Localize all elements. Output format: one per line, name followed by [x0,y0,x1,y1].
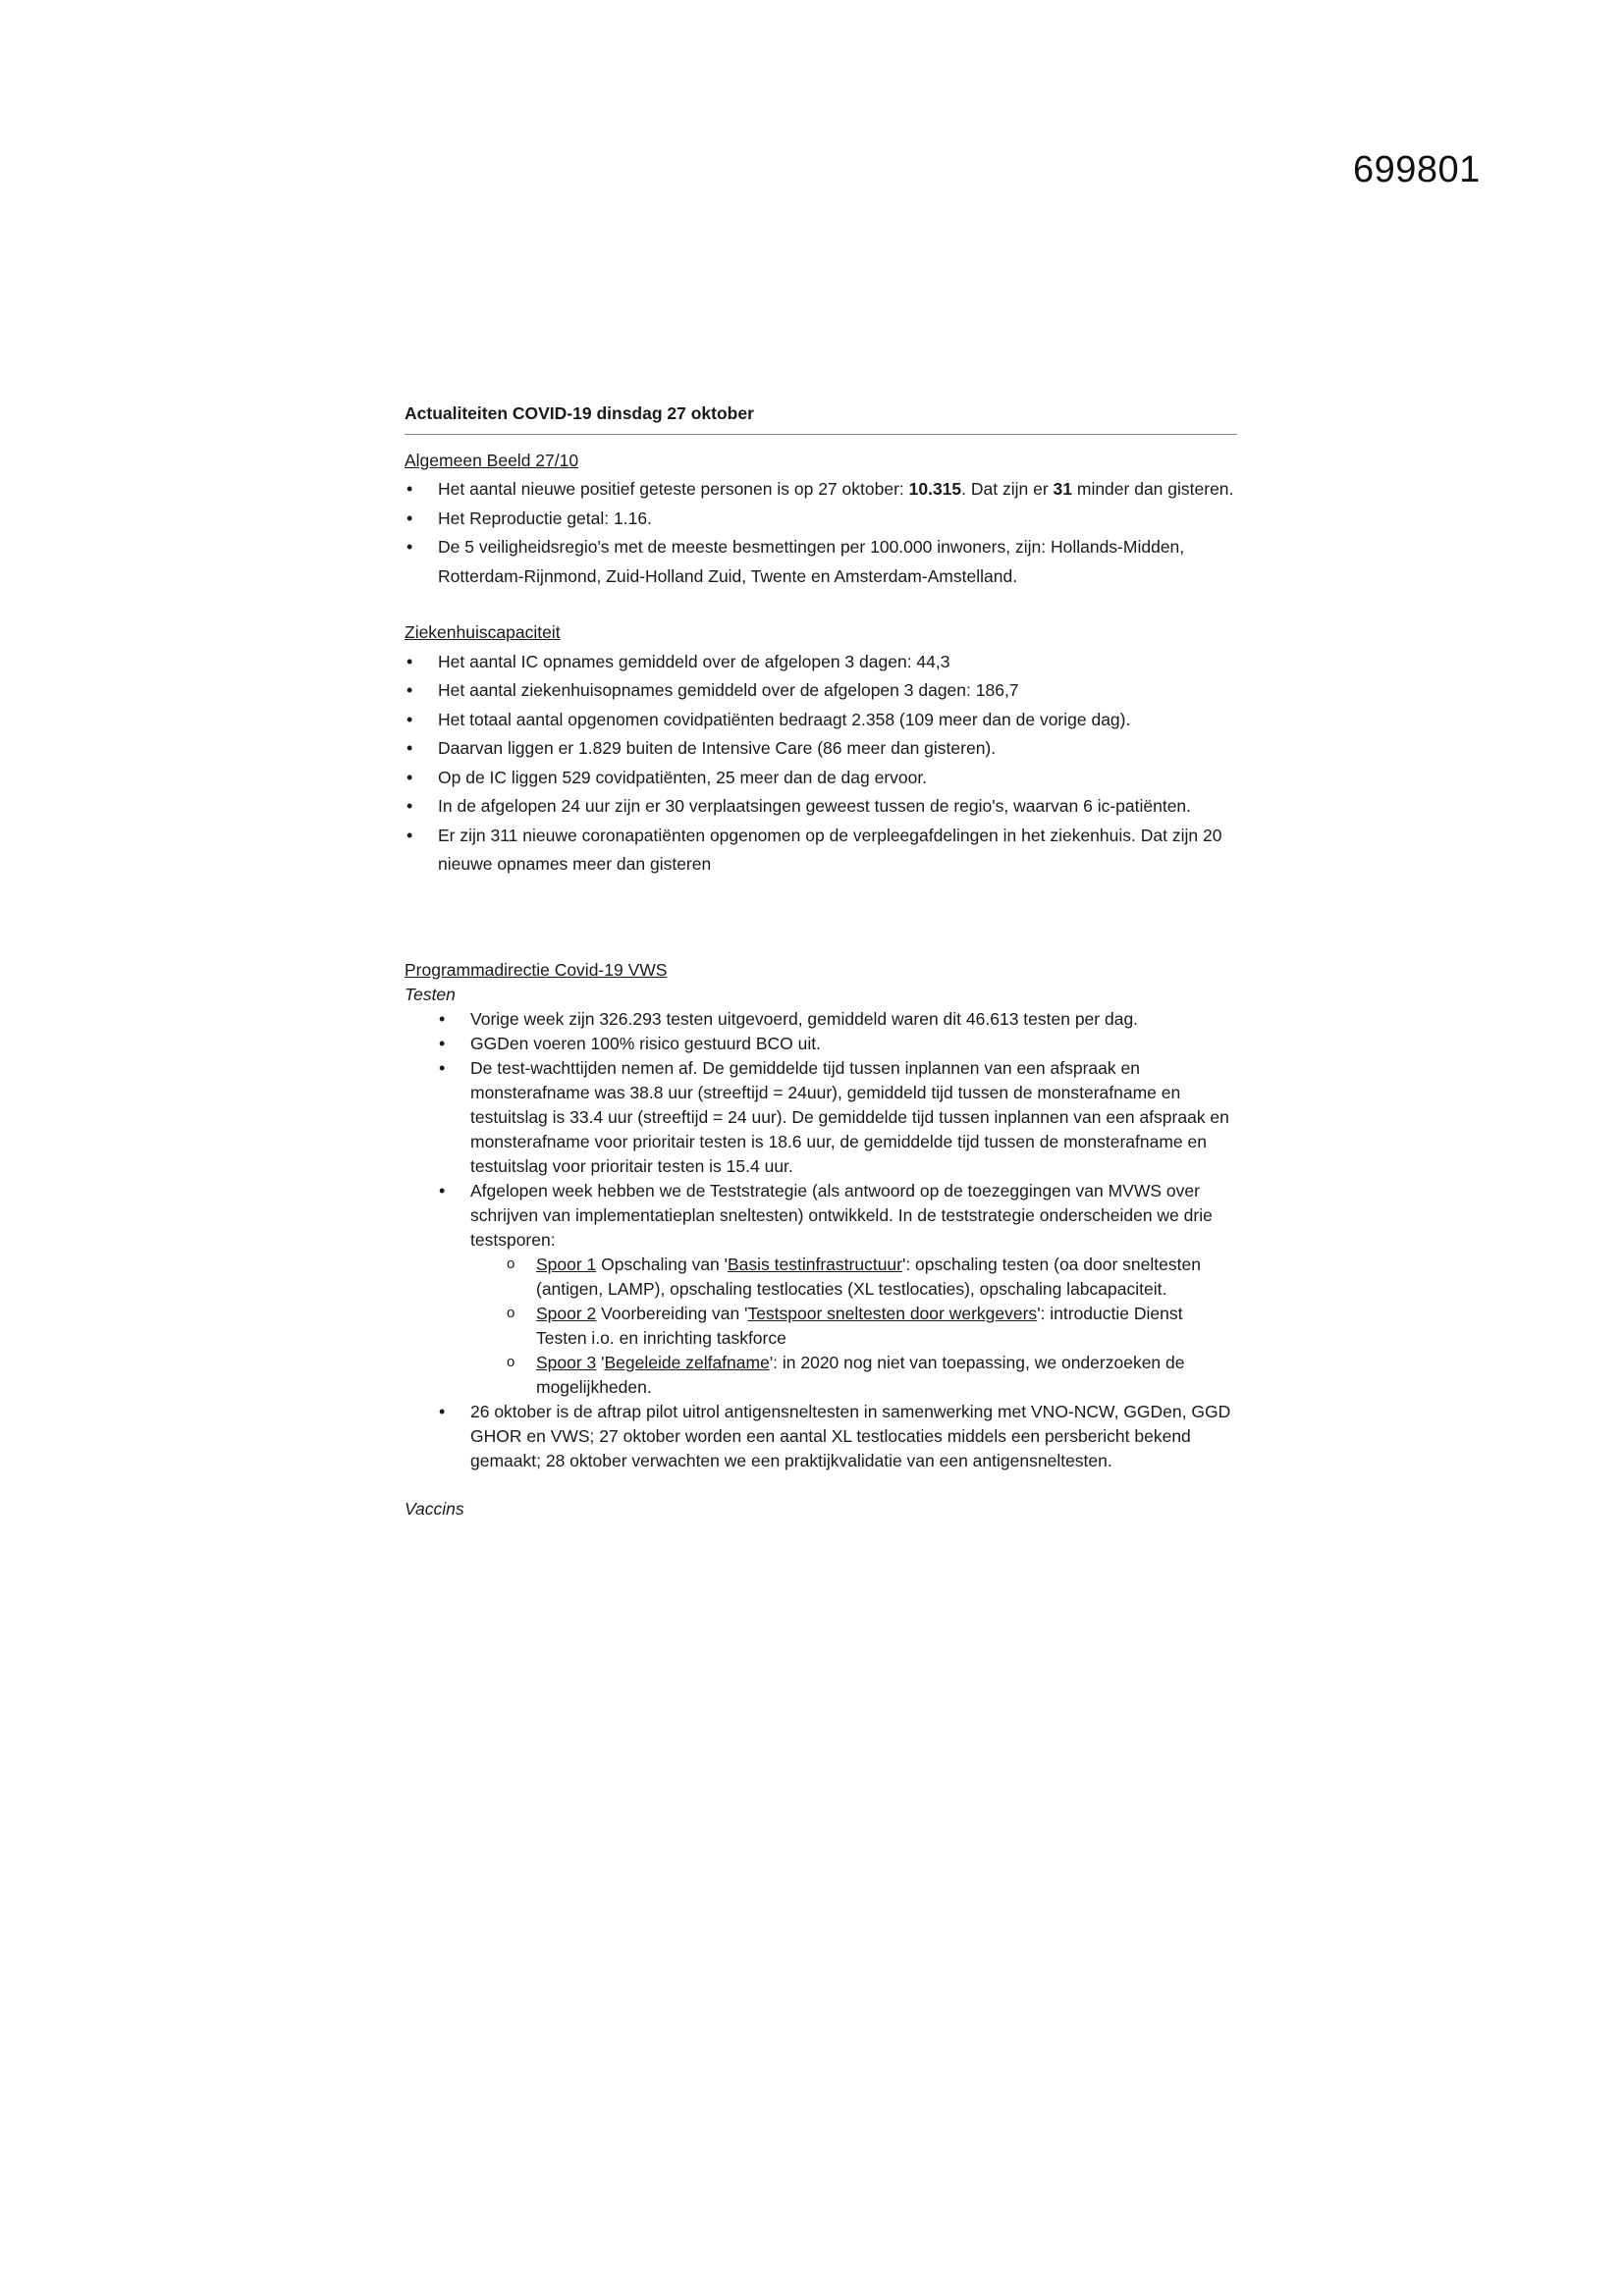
section-heading-programmadirectie: Programmadirectie Covid-19 VWS [405,959,668,980]
text-span: Voorbereiding van ' [596,1303,748,1323]
text-span: . Dat zijn er [961,479,1054,499]
section-heading-ziekenhuiscapaciteit: Ziekenhuiscapaciteit [405,622,561,642]
list-item: • Vorige week zijn 326.293 testen uitgevoerd, gemiddeld waren dit 46.613 testen per dag. [437,1007,1237,1032]
spoor-name: Begeleide zelfafname [604,1352,770,1372]
list-item: • In de afgelopen 24 uur zijn er 30 verplaatsingen geweest tussen de regio's, waarvan 6 ic-patiënten. [405,792,1237,822]
testsporen-list [470,1253,1237,1400]
list-item: • Daarvan liggen er 1.829 buiten de Intensive Care (86 meer dan gisteren). [405,734,1237,764]
spoor-item [503,1351,1237,1400]
list-item: • Het aantal IC opnames gemiddeld over de afgelopen 3 dagen: 44,3 [405,648,1237,677]
testen-list [405,1007,1237,1473]
section-heading-algemeen-beeld: Algemeen Beeld 27/10 [405,450,579,470]
document-body [405,400,1237,1538]
text-span: ': opschaling testen (oa door sneltesten (antigen, LAMP), opschaling testlocaties (XL testlocaties), opschaling labcapaciteit. [536,1254,1201,1299]
list-item: • Het totaal aantal opgenomen covidpatiënten bedraagt 2.358 (109 meer dan de vorige dag). [405,706,1237,735]
text-span: minder dan gisteren. [1072,479,1234,499]
list-item: • Er zijn 311 nieuwe coronapatiënten opgenomen op de verpleegafdelingen in het ziekenhuis. Dat zijn 20 nieuwe opnames meer dan gisteren [405,822,1237,880]
difference-value: 31 [1053,479,1072,499]
list-item: • 26 oktober is de aftrap pilot uitrol antigensneltesten in samenwerking met VNO-NCW, GGDen, GGD GHOR en VWS; 27 oktober worden een aantal XL testlocaties middels een persbericht bekend gemaakt; 28 oktober verwachten we een praktijkvalidatie van een antigensneltesten. [437,1400,1237,1473]
list-item: • Het aantal ziekenhuisopnames gemiddeld over de afgelopen 3 dagen: 186,7 [405,676,1237,706]
list-item: • Het Reproductie getal: 1.16. [405,505,1237,534]
algemeen-beeld-list [405,475,1237,591]
list-item: • Op de IC liggen 529 covidpatiënten, 25 meer dan de dag ervoor. [405,764,1237,793]
text-span: Opschaling van ' [596,1254,728,1274]
ziekenhuiscapaciteit-list [405,648,1237,880]
list-item: • De test-wachttijden nemen af. De gemiddelde tijd tussen inplannen van een afspraak en monsterafname was 38.8 uur (streeftijd = 24uur), gemiddeld tijd tussen de monsterafname en testuitslag is 33.4 uur (streeftijd = 24 uur). De gemiddelde tijd tussen inplannen van een afspraak en monsterafname voor prioritair testen is 18.6 uur, de gemiddelde tijd tussen de monsterafname en testuitslag voor prioritair testen is 15.4 uur. [437,1056,1237,1179]
text-span: ' [596,1352,605,1372]
list-item: • GGDen voeren 100% risico gestuurd BCO uit. [437,1032,1237,1056]
spoor-item [503,1302,1237,1351]
spoor-label: Spoor 3 [536,1352,597,1372]
document-title: Actualiteiten COVID-19 dinsdag 27 oktober [405,400,1237,435]
spoor-item [503,1253,1237,1302]
subheading-vaccins: Vaccins [405,1498,464,1519]
spoor-label: Spoor 1 [536,1254,597,1274]
text-span: Het aantal nieuwe positief geteste personen is op 27 oktober: [438,479,909,499]
subheading-testen: Testen [405,984,456,1004]
teststrategie-text: Afgelopen week hebben we de Teststrategie (als antwoord op de toezeggingen van MVWS over schrijven van implementatieplan sneltesten) ontwikkeld. In de teststrategie onderscheiden we drie testsporen: [470,1180,1213,1250]
spoor-label: Spoor 2 [536,1303,597,1323]
list-item [405,475,1237,505]
list-item: • De 5 veiligheidsregio's met de meeste besmettingen per 100.000 inwoners, zijn: Hollands-Midden, Rotterdam-Rijnmond, Zuid-Holland Zuid, Twente en Amsterdam-Amstelland. [405,533,1237,591]
text-span: ': introductie Dienst Testen i.o. en inrichting taskforce [536,1303,1183,1348]
spoor-name: Basis testinfrastructuur [728,1254,902,1274]
spoor-name: Testspoor sneltesten door werkgevers [747,1303,1038,1323]
list-item [437,1179,1237,1400]
positive-tests-value: 10.315 [908,479,962,499]
document-number: 699801 [1353,149,1481,190]
text-span: ': in 2020 nog niet van toepassing, we onderzoeken de mogelijkheden. [536,1352,1185,1397]
